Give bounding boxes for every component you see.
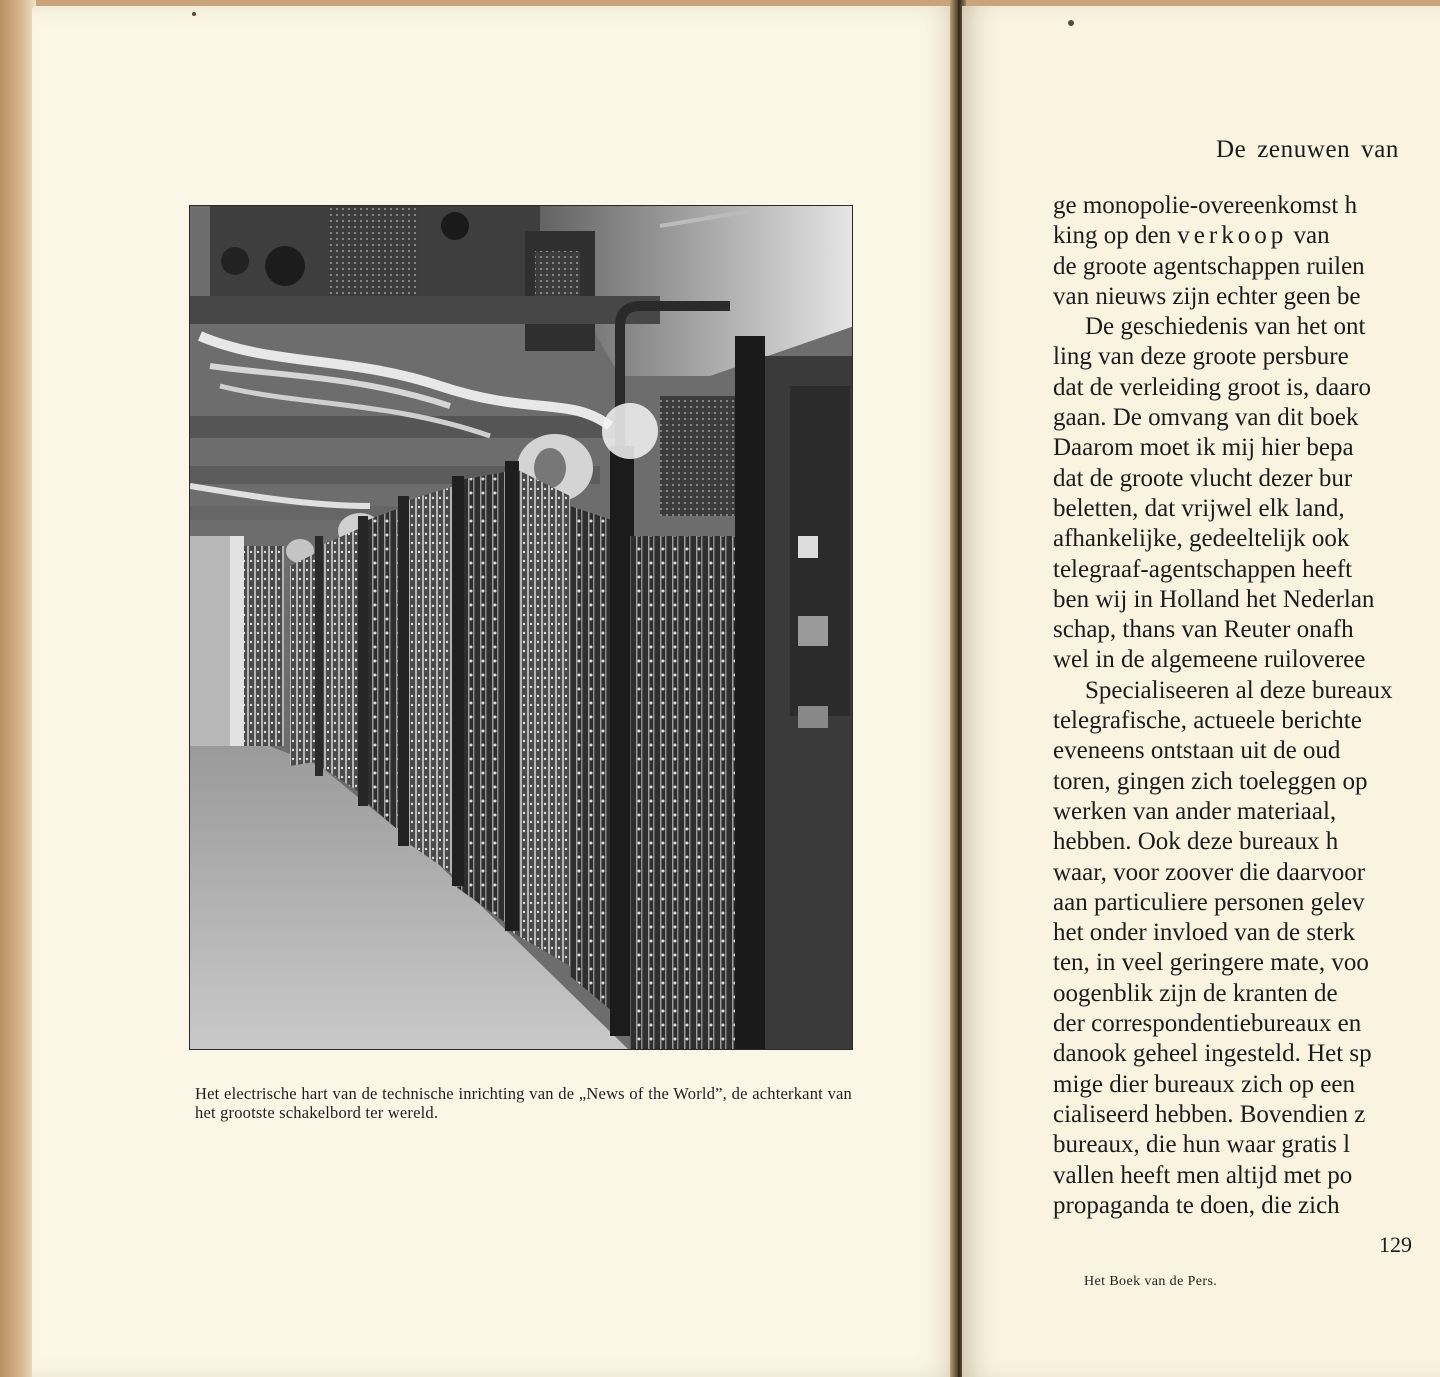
text-line: het onder invloed van de sterk xyxy=(1053,919,1355,947)
text-line: werken van ander materiaal, xyxy=(1053,797,1337,825)
text-line: van nieuws zijn echter geen be xyxy=(1053,282,1361,310)
text-line xyxy=(1053,221,1440,251)
text-line: dat de verleiding groot is, daaro xyxy=(1053,373,1371,401)
text-line: ge monopolie-overeenkomst h xyxy=(1053,192,1358,219)
text-line: der correspondentiebureaux en xyxy=(1053,1010,1362,1038)
text-line: hebben. Ook deze bureaux h xyxy=(1053,828,1339,856)
right-page xyxy=(962,6,1440,1377)
page-number: 129 xyxy=(1379,1232,1412,1257)
text-line: propaganda te doen, die zich xyxy=(1053,1191,1340,1219)
running-head: De zenuwen van xyxy=(1216,136,1399,163)
book-edge xyxy=(0,0,36,1377)
text-line: dat de groote vlucht dezer bur xyxy=(1053,464,1353,492)
text-line: de groote agentschappen ruilen xyxy=(1053,252,1365,280)
text-line: aan particuliere personen gelev xyxy=(1053,888,1365,916)
text-line: Daarom moet ik mij hier bepa xyxy=(1053,434,1354,462)
text-line: beletten, dat vrijwel elk land, xyxy=(1053,494,1345,522)
text-line: bureaux, die hun waar gratis l xyxy=(1053,1131,1351,1159)
paper-speck xyxy=(1068,20,1074,26)
paper-speck xyxy=(192,12,196,16)
switchboard-photo xyxy=(189,205,853,1050)
text-line: afhankelijke, gedeeltelijk ook xyxy=(1053,525,1350,553)
text-line: Specialiseeren al deze bureaux xyxy=(1085,676,1393,704)
text-span: van xyxy=(1287,222,1330,250)
text-line: cialiseerd hebben. Bovendien z xyxy=(1053,1100,1366,1128)
text-line: toren, gingen zich toeleggen op xyxy=(1053,767,1368,795)
emphasis-spaced: verkoop xyxy=(1177,222,1288,250)
text-line: eveneens ontstaan uit de oud xyxy=(1053,737,1341,765)
text-line: mige dier bureaux zich op een xyxy=(1053,1070,1355,1098)
text-line: vallen heeft men altijd met po xyxy=(1053,1161,1353,1189)
text-line: De geschiedenis van het ont xyxy=(1085,313,1366,341)
text-line: oogenblik zijn de kranten de xyxy=(1053,979,1338,1007)
text-line: danook geheel ingesteld. Het sp xyxy=(1053,1040,1372,1068)
text-line: wel in de algemeene ruiloveree xyxy=(1053,646,1366,674)
signature-footer: Het Boek van de Pers. xyxy=(1084,1274,1218,1289)
body-text xyxy=(1053,191,1440,1221)
text-span: king op den xyxy=(1053,222,1178,250)
text-line: schap, thans van Reuter onafh xyxy=(1053,616,1354,644)
text-line: waar, voor zoover die daarvoor xyxy=(1053,858,1366,886)
photo-caption: Het electrische hart van de technische inrichting van de „News of the World”, de achterkant van het grootste schakelbord ter wereld. xyxy=(195,1084,852,1122)
text-line: telegrafische, actueele berichte xyxy=(1053,707,1362,735)
text-line: telegraaf-agentschappen heeft xyxy=(1053,555,1353,583)
text-line: gaan. De omvang van dit boek xyxy=(1053,404,1359,432)
text-line: ben wij in Holland het Nederlan xyxy=(1053,585,1375,613)
text-line: ten, in veel geringere mate, voo xyxy=(1053,949,1369,977)
text-line: ling van deze groote persbure xyxy=(1053,343,1349,371)
